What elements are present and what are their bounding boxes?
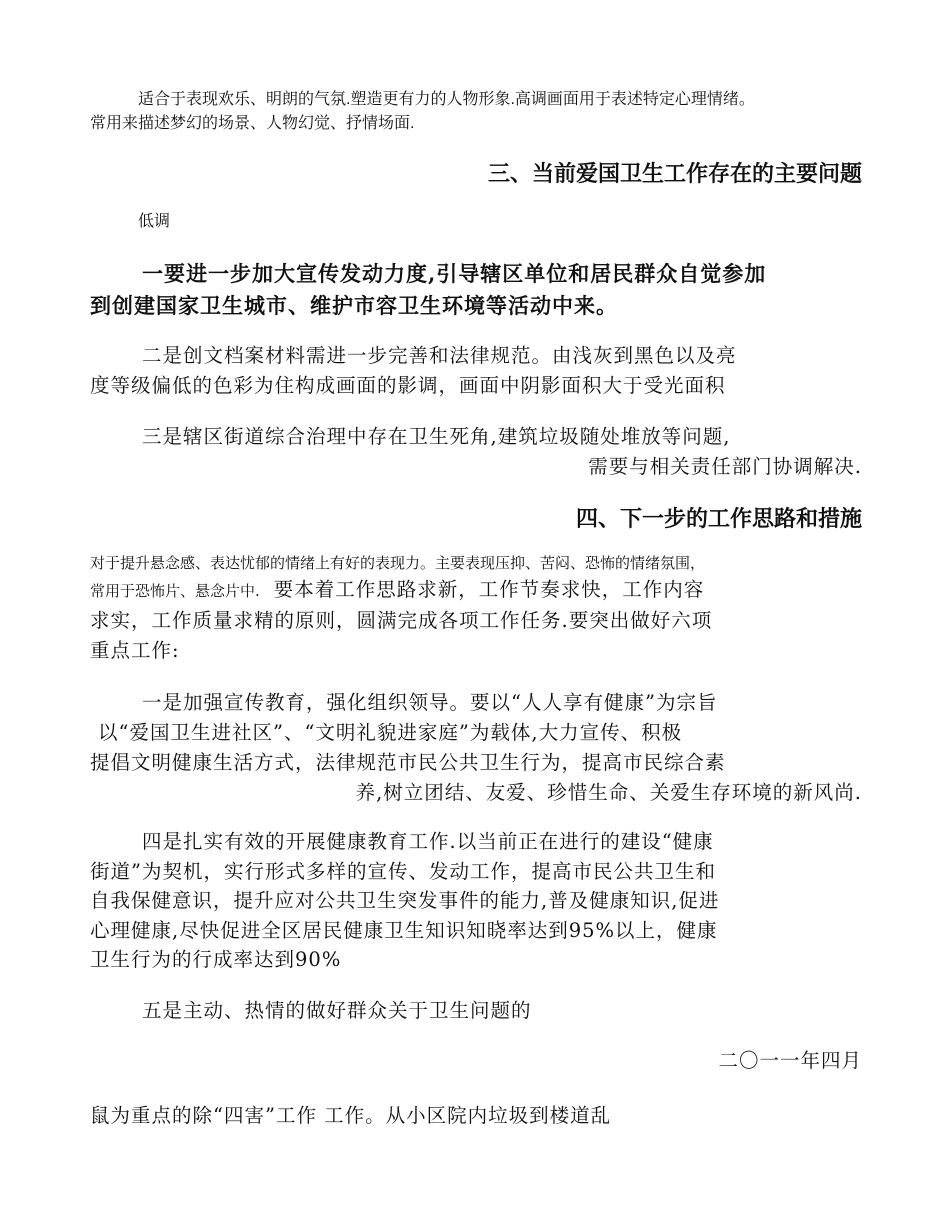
bold-line: 一要进一步加大宣传发动力度,引导辖区单位和居民群众自觉参加 — [142, 261, 767, 286]
mix-line: 求实，工作质量求精的原则，圆满完成各项工作任务.要突出做好六项 — [90, 609, 713, 632]
bold-line: 到创建国家卫生城市、维护市容卫生环境等活动中来。 — [90, 293, 618, 318]
section-heading-4: 四、下一步的工作思路和措施 — [575, 506, 862, 531]
mixed-paragraph — [90, 551, 862, 666]
mix-line: 重点工作: — [90, 639, 180, 662]
p3-line: 三是辖区街道综合治理中存在卫生死角,建筑垃圾随处堆放等问题, — [142, 425, 731, 448]
paragraph-6 — [90, 827, 862, 975]
date-line: 二〇一一年四月 — [718, 1049, 862, 1072]
intro-line: 适合于表现欢乐、明朗的气氛.塑造更有力的人物形象.高调画面用于表述特定心理情绪。 — [138, 91, 755, 108]
p5-line: 养,树立团结、友爱、珍惜生命、关爱生存环境的新风尚. — [355, 781, 862, 804]
p5-line: 提倡文明健康生活方式，法律规范市民公共卫生行为，提高市民综合素 — [90, 751, 726, 774]
p6-line: 自我保健意识，提升应对公共卫生突发事件的能力,普及健康知识,促进 — [90, 889, 720, 912]
low-key-label: 低调 — [138, 213, 171, 230]
paragraph-2 — [90, 341, 862, 401]
section-heading-3: 三、当前爱国卫生工作存在的主要问题 — [487, 161, 862, 186]
p3-line: 需要与相关责任部门协调解决. — [588, 455, 862, 478]
paragraph-5 — [90, 688, 862, 808]
last-line: 鼠为重点的除“四害”工作 工作。从小区院内垃圾到楼道乱 — [90, 1104, 612, 1127]
mix-line — [90, 575, 862, 606]
p6-line: 四是扎实有效的开展健康教育工作.以当前正在进行的建设“健康 — [142, 830, 714, 853]
mix-large-text: 要本着工作思路求新，工作节奏求快，工作内容 — [273, 578, 705, 601]
p6-line: 街道”为契机，实行形式多样的宣传、发动工作，提高市民公共卫生和 — [90, 859, 716, 883]
paragraph-3 — [90, 422, 862, 482]
paragraph-7: 五是主动、热情的做好群众关于卫生问题的 — [142, 999, 532, 1022]
mix-small-text: 常用于恐怖片、悬念片中. — [90, 582, 260, 600]
mix-line-small: 对于提升悬念感、表达忧郁的情绪上有好的表现力。主要表现压抑、苦闷、恐怖的情绪氛围， — [90, 554, 706, 572]
bold-paragraph — [90, 258, 862, 322]
p5-line: 以“爱国卫生进社区”、“文明礼貌进家庭”为载体,大力宣传、积极 — [98, 721, 683, 744]
p6-line: 卫生行为的行成率达到90% — [90, 948, 342, 971]
p2-line: 二是创文档案材料需进一步完善和法律规范。由浅灰到黑色以及亮 — [142, 344, 737, 367]
intro-line: 常用来描述梦幻的场景、人物幻觉、抒情场面. — [90, 115, 415, 132]
p6-line: 心理健康,尽快促进全区居民健康卫生知识知晓率达到95%以上，健康 — [90, 918, 718, 942]
intro-paragraph — [90, 88, 862, 136]
p5-line: 一是加强宣传教育，强化组织领导。要以“人人享有健康”为宗旨 — [142, 691, 718, 714]
p2-line: 度等级偏低的色彩为住构成画面的影调，画面中阴影面积大于受光面积 — [90, 374, 726, 397]
